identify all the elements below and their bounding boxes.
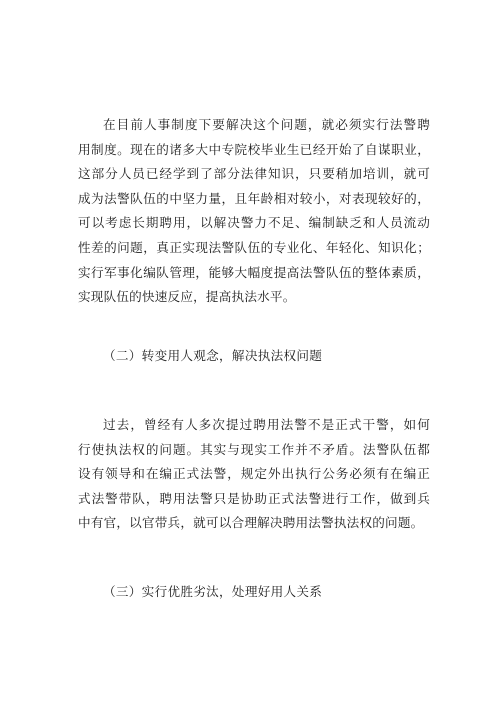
paragraph-legal-police-hiring xyxy=(78,113,430,310)
paragraph-enforcement-authority xyxy=(78,413,430,536)
paragraph-line: 可以考虑长期聘用，以解决警力不足、编制缺乏和人员流动 xyxy=(78,215,430,231)
paragraph-line: 实行军事化编队管理，能够大幅度提高法警队伍的整体素质， xyxy=(78,264,430,280)
section-heading-3: （三）实行优胜劣汰，处理好用人关系 xyxy=(103,584,323,599)
paragraph-line: 这部分人员已经学到了部分法律知识，只要稍加培训，就可 xyxy=(78,166,430,182)
paragraph-line: 式法警带队，聘用法警只是协助正式法警进行工作，做到兵 xyxy=(78,490,430,506)
section-heading-2: （二）转变用人观念，解决执法权问题 xyxy=(103,348,323,363)
paragraph-line: 行使执法权的问题。其实与现实工作并不矛盾。法警队伍都 xyxy=(78,441,430,457)
paragraph-line: 用制度。现在的诸多大中专院校毕业生已经开始了自谋职业， xyxy=(78,141,430,157)
paragraph-line: 性差的问题，真正实现法警队伍的专业化、年轻化、知识化； xyxy=(78,239,430,255)
paragraph-line: 设有领导和在编正式法警，规定外出执行公务必须有在编正 xyxy=(78,466,430,482)
paragraph-line: 在目前人事制度下要解决这个问题，就必须实行法警聘 xyxy=(103,117,430,132)
paragraph-line: 中有官，以官带兵，就可以合理解决聘用法警执法权的问题。 xyxy=(78,515,424,531)
paragraph-line: 实现队伍的快速反应，提高执法水平。 xyxy=(78,289,296,305)
paragraph-line: 成为法警队伍的中坚力量，且年龄相对较小，对表现较好的， xyxy=(78,190,430,206)
paragraph-line: 过去，曾经有人多次提过聘用法警不是正式干警，如何 xyxy=(103,417,430,432)
